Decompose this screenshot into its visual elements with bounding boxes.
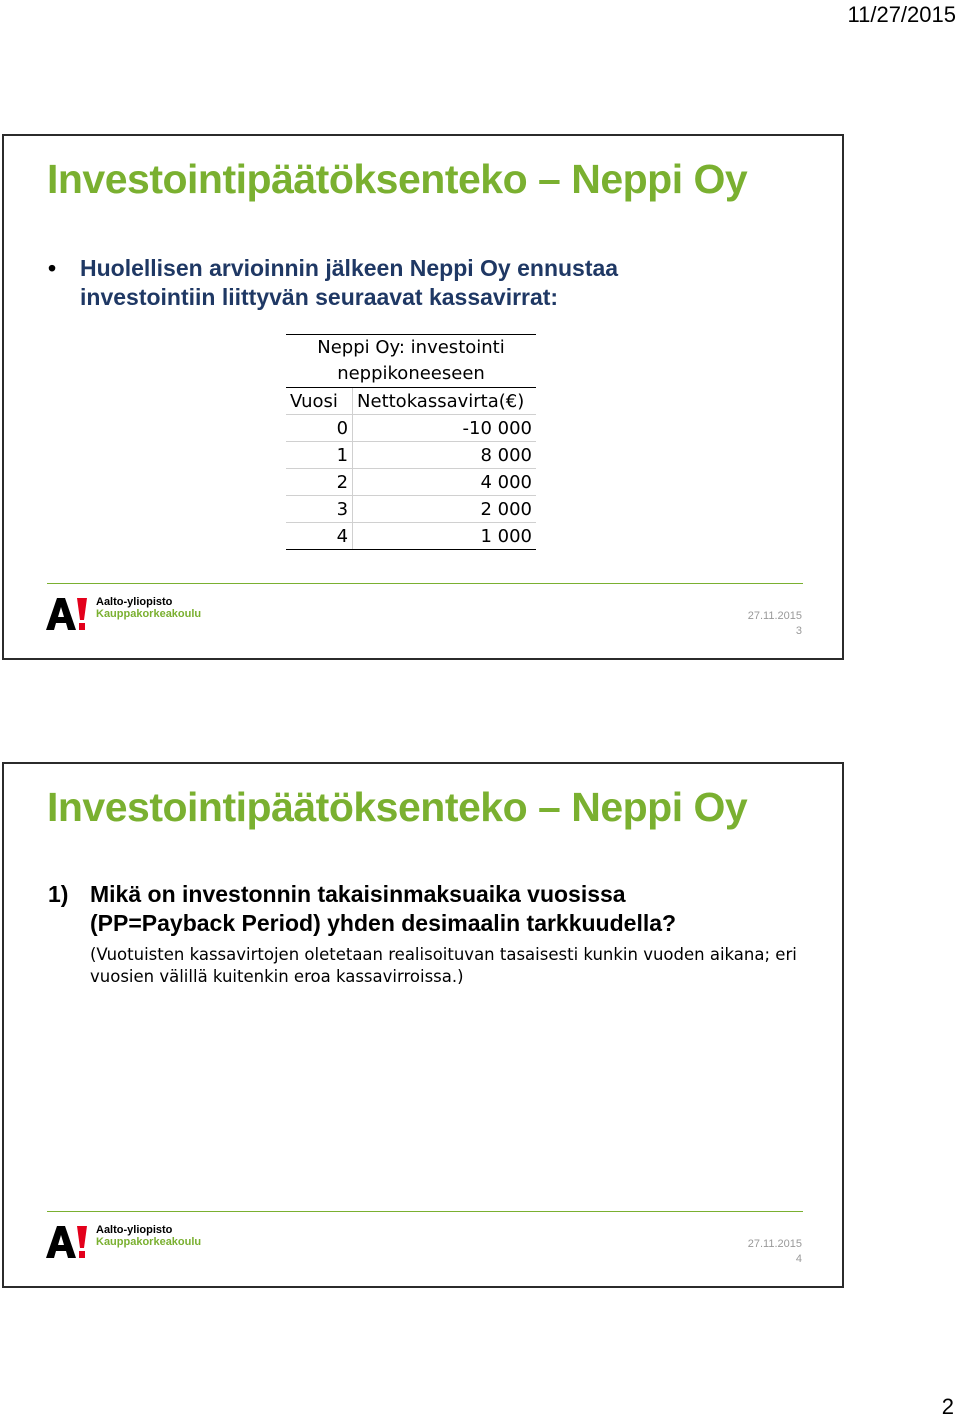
cell-year: 0	[286, 415, 353, 442]
table-row	[286, 469, 536, 496]
aalto-logo	[46, 1224, 201, 1258]
print-date: 11/27/2015	[847, 2, 956, 27]
question-block	[48, 880, 808, 988]
table-row	[286, 496, 536, 523]
cell-year: 1	[286, 442, 353, 469]
cashflow-table	[286, 334, 536, 550]
page-number: 2	[941, 1394, 954, 1419]
cell-cashflow: 8 000	[353, 442, 536, 469]
table-row	[286, 523, 536, 550]
slide-number: 3	[795, 625, 802, 637]
question-number: 1)	[48, 881, 69, 907]
cell-year: 3	[286, 496, 353, 523]
table-caption: Neppi Oy: investointi neppikoneeseen	[286, 335, 536, 388]
slide-number: 4	[795, 1253, 802, 1265]
logo-line-school: Kauppakorkeakoulu	[96, 608, 202, 620]
slide-title: Investointipäätöksenteko – Neppi Oy	[47, 784, 748, 830]
aalto-logo	[46, 596, 201, 630]
cell-cashflow: 4 000	[353, 469, 536, 496]
column-header-year: Vuosi	[286, 388, 353, 415]
slide-date: 27.11.2015	[747, 1238, 802, 1250]
footer-divider	[47, 583, 803, 584]
logo-line-university: Aalto-yliopisto	[96, 1224, 173, 1236]
slide-date: 27.11.2015	[747, 610, 802, 622]
logo-line-university: Aalto-yliopisto	[96, 596, 173, 608]
slide-payback-question	[2, 762, 844, 1288]
cell-cashflow: -10 000	[353, 415, 536, 442]
cell-year: 2	[286, 469, 353, 496]
logo-line-school: Kauppakorkeakoulu	[96, 1236, 202, 1248]
column-header-net-cashflow: Nettokassavirta(€)	[353, 388, 536, 415]
cell-cashflow: 1 000	[353, 523, 536, 550]
table-row	[286, 415, 536, 442]
footer-divider	[47, 1211, 803, 1212]
bullet-item: • Huolellisen arvioinnin jälkeen Neppi Oy ennustaa investointiin liittyvän seuraavat kassavirrat:	[48, 254, 688, 312]
aalto-a-exclamation-logo-icon	[46, 1224, 90, 1258]
slide-title: Investointipäätöksenteko – Neppi Oy	[47, 156, 748, 202]
table-row	[286, 442, 536, 469]
question-text: Mikä on investonnin takaisinmaksuaika vuosissa (PP=Payback Period) yhden desimaalin tarkkuudella?	[90, 881, 677, 936]
aalto-a-exclamation-logo-icon	[46, 596, 90, 630]
cell-cashflow: 2 000	[353, 496, 536, 523]
slide-investment-cashflows	[2, 134, 844, 660]
question-note: (Vuotuisten kassavirtojen oletetaan realisoituvan tasaisesti kunkin vuoden aikana; eri vuosien välillä kuitenkin eroa kassavirroissa.)	[90, 945, 797, 986]
cell-year: 4	[286, 523, 353, 550]
bullet-list	[48, 254, 688, 312]
